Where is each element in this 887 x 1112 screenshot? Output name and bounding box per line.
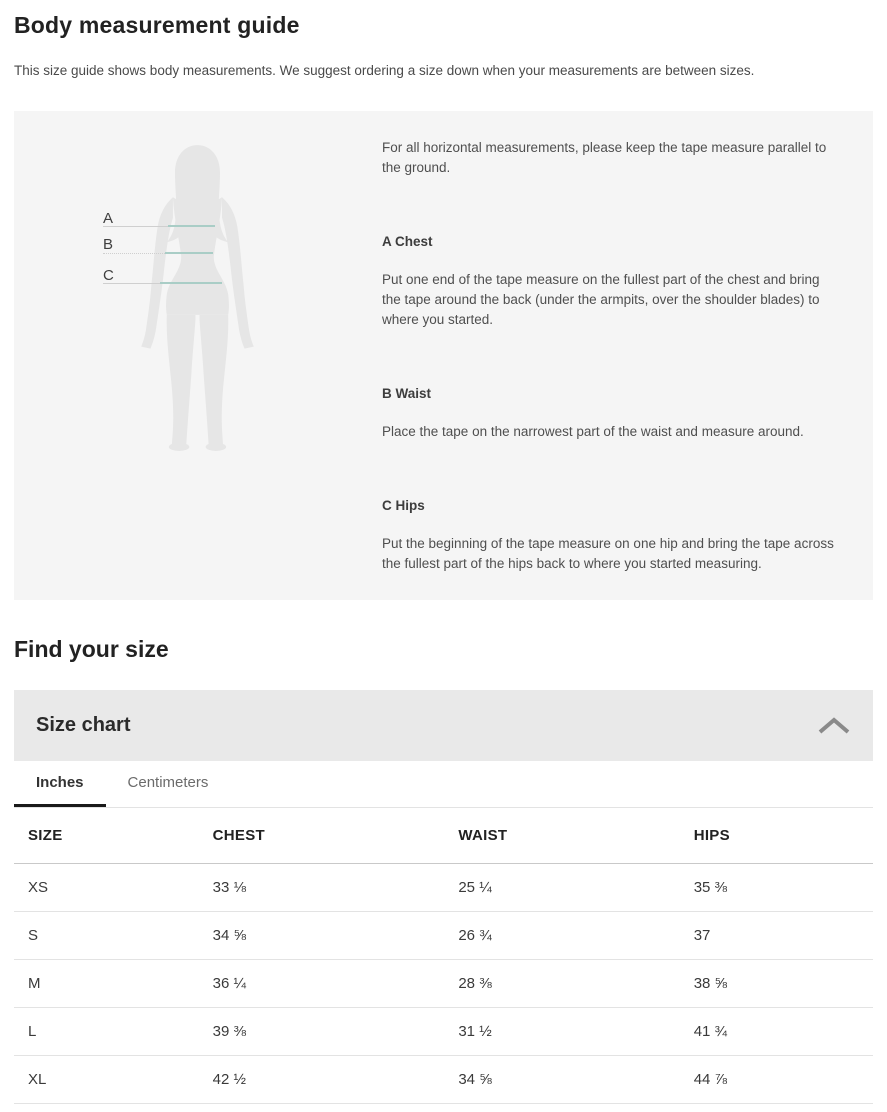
- female-silhouette-figure: [138, 141, 258, 453]
- waist-description: Place the tape on the narrowest part of the waist and measure around.: [382, 424, 804, 439]
- measure-line-waist: [103, 252, 213, 254]
- hips-heading: C Hips: [382, 498, 425, 513]
- waist-cell: 26 ¾: [444, 911, 679, 959]
- measure-label-hips: C: [103, 267, 114, 284]
- hips-section: [382, 498, 840, 574]
- hips-cell: 38 ⅝: [680, 959, 873, 1007]
- measurement-instructions: [382, 138, 840, 574]
- measurement-guide-panel: [14, 111, 873, 600]
- table-row: [14, 1007, 873, 1055]
- find-your-size-heading: Find your size: [14, 636, 169, 662]
- female-silhouette-icon: [138, 141, 258, 453]
- measure-line-chest-tape: [168, 225, 215, 227]
- page-title: Body measurement guide: [14, 12, 300, 38]
- table-row: [14, 959, 873, 1007]
- measure-line-hips-leader: [103, 283, 160, 284]
- waist-cell: 31 ½: [444, 1007, 679, 1055]
- page-subtitle: This size guide shows body measurements. We suggest ordering a size down when your measurements are between sizes.: [14, 63, 755, 78]
- measure-label-waist: B: [103, 236, 114, 253]
- table-header-row: [14, 808, 873, 863]
- measure-line-waist-tape: [165, 252, 213, 254]
- size-chart-accordion-header[interactable]: [14, 690, 873, 761]
- size-cell: S: [14, 911, 199, 959]
- table-row: [14, 863, 873, 911]
- chest-cell: 33 ⅛: [199, 863, 445, 911]
- chest-description: Put one end of the tape measure on the fullest part of the chest and bring the tape around the back (under the armpits, over the shoulder blades) to where you started.: [382, 272, 820, 327]
- chest-cell: 39 ⅜: [199, 1007, 445, 1055]
- column-header-chest: CHEST: [199, 808, 445, 863]
- measure-line-chest: [103, 225, 215, 227]
- size-cell: XL: [14, 1055, 199, 1103]
- measure-line-waist-leader: [103, 253, 165, 254]
- chest-cell: 42 ½: [199, 1055, 445, 1103]
- chest-cell: 36 ¼: [199, 959, 445, 1007]
- measure-line-hips: [103, 282, 222, 284]
- waist-section: [382, 386, 840, 442]
- hips-cell: 35 ⅜: [680, 863, 873, 911]
- waist-cell: 34 ⅝: [444, 1055, 679, 1103]
- tab-inches[interactable]: Inches: [14, 761, 106, 807]
- chest-heading: A Chest: [382, 234, 433, 249]
- size-chart-table: [14, 808, 873, 1104]
- chevron-up-icon[interactable]: [817, 716, 851, 736]
- hips-cell: 44 ⅞: [680, 1055, 873, 1103]
- measure-label-chest: A: [103, 210, 114, 227]
- waist-cell: 28 ⅜: [444, 959, 679, 1007]
- size-cell: M: [14, 959, 199, 1007]
- column-header-size: SIZE: [14, 808, 199, 863]
- size-cell: XS: [14, 863, 199, 911]
- table-row: [14, 1055, 873, 1103]
- column-header-waist: WAIST: [444, 808, 679, 863]
- waist-heading: B Waist: [382, 386, 432, 401]
- hips-cell: 37: [680, 911, 873, 959]
- units-tab-bar: [14, 761, 873, 808]
- column-header-hips: HIPS: [680, 808, 873, 863]
- chest-cell: 34 ⅝: [199, 911, 445, 959]
- guide-intro: For all horizontal measurements, please keep the tape measure parallel to the ground.: [382, 140, 827, 175]
- tab-centimeters[interactable]: Centimeters: [127, 774, 209, 791]
- size-chart-title: Size chart: [36, 714, 131, 736]
- measure-line-hips-tape: [160, 282, 222, 284]
- table-row: [14, 911, 873, 959]
- measure-line-chest-leader: [103, 226, 168, 227]
- hips-cell: 41 ¾: [680, 1007, 873, 1055]
- size-cell: L: [14, 1007, 199, 1055]
- chest-section: [382, 234, 840, 330]
- waist-cell: 25 ¼: [444, 863, 679, 911]
- hips-description: Put the beginning of the tape measure on one hip and bring the tape across the fullest part of the hips back to where you started measuring.: [382, 536, 834, 571]
